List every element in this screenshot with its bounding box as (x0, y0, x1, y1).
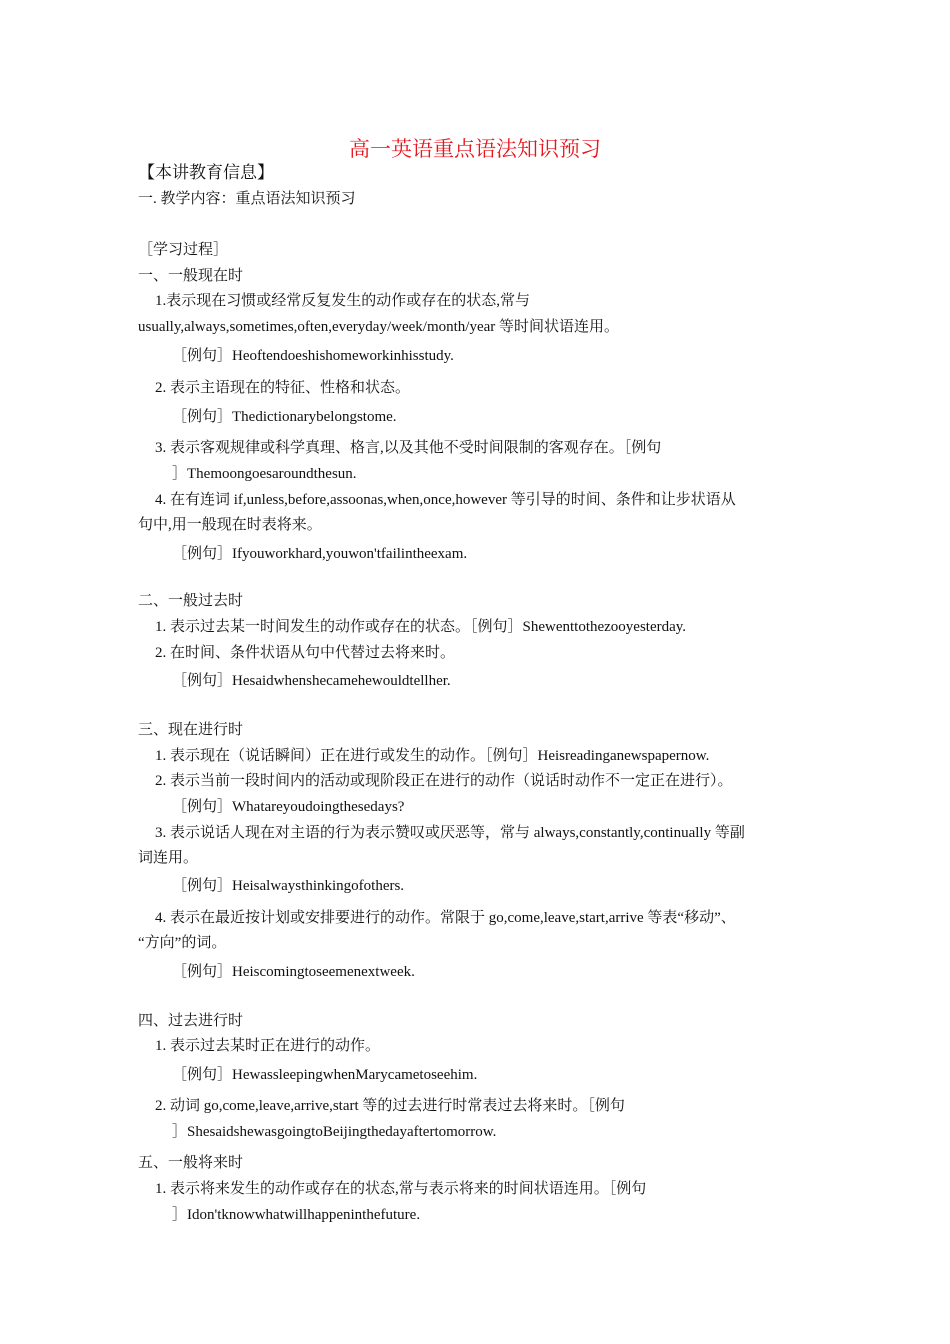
list-item: 4. 在有连词 if,unless,before,assoonas,when,once,however 等引导的时间、条件和让步状语从 (155, 492, 736, 508)
list-item: 2. 表示当前一段时间内的活动或现阶段正在进行的动作（说话时动作不一定正在进行）。 (155, 773, 733, 789)
list-item: ］ShesaidshewasgoingtoBeijingthedayaftertomorrow. (172, 1124, 497, 1140)
list-item: 1. 表示将来发生的动作或存在的状态,常与表示将来的时间状语连用。［例句 (155, 1181, 647, 1197)
list-item: ］Idon'tknowwhatwillhappeninthefuture. (172, 1207, 421, 1223)
section-heading: 三、现在进行时 (138, 722, 244, 738)
list-item: 2. 动词 go,come,leave,arrive,start 等的过去进行时常表过去将来时。［例句 (155, 1098, 625, 1114)
list-item: 1. 表示过去某一时间发生的动作或存在的状态。［例句］Shewenttothezooyesterday. (155, 619, 687, 635)
info-header: 【本讲教育信息】 (138, 163, 274, 182)
list-item: 1. 表示过去某时正在进行的动作。 (155, 1038, 381, 1054)
list-item: usually,always,sometimes,often,everyday/week/month/year 等时间状语连用。 (138, 319, 620, 335)
list-item: 1.表示现在习惯或经常反复发生的动作或存在的状态,常与 (155, 293, 531, 309)
list-item: ］Themoongoesaroundthesun. (172, 466, 357, 482)
example-sentence: ［例句］Heoftendoeshishomeworkinhisstudy. (172, 348, 454, 364)
section-heading: 二、一般过去时 (138, 593, 244, 609)
list-item: 2. 在时间、条件状语从句中代替过去将来时。 (155, 645, 456, 661)
teaching-content: 一. 教学内容：重点语法知识预习 (138, 191, 356, 207)
example-sentence: ［例句］Thedictionarybelongstome. (172, 409, 397, 425)
list-item: 词连用。 (138, 850, 199, 866)
example-sentence: ［例句］Hesaidwhenshecamehewouldtellher. (172, 673, 451, 689)
section-heading: 四、过去进行时 (138, 1013, 244, 1029)
list-item: 3. 表示客观规律或科学真理、格言,以及其他不受时间限制的客观存在。［例句 (155, 440, 662, 456)
example-sentence: ［例句］HewassleepingwhenMarycametoseehim. (172, 1067, 478, 1083)
example-sentence: ［例句］Heisalwaysthinkingofothers. (172, 878, 405, 894)
example-sentence: ［例句］Heiscomingtoseemenextweek. (172, 964, 415, 980)
list-item: 4. 表示在最近按计划或安排要进行的动作。常限于 go,come,leave,start,arrive 等表“移动”、 (155, 910, 736, 926)
example-sentence: ［例句］Ifyouworkhard,youwon'tfailintheexam. (172, 546, 468, 562)
page-title: 高一英语重点语法知识预习 (349, 137, 601, 161)
list-item: 2. 表示主语现在的特征、性格和状态。 (155, 380, 411, 396)
section-heading: 一、一般现在时 (138, 268, 244, 284)
section-heading: 五、一般将来时 (138, 1155, 244, 1171)
list-item: “方向”的词。 (138, 935, 227, 951)
process-header: ［学习过程］ (138, 242, 229, 258)
list-item: 句中,用一般现在时表将来。 (138, 517, 322, 533)
list-item: 1. 表示现在（说话瞬间）正在进行或发生的动作。［例句］Heisreadinganewspapernow. (155, 748, 710, 764)
list-item: 3. 表示说话人现在对主语的行为表示赞叹或厌恶等，常与 always,constantly,continually 等副 (155, 825, 745, 841)
example-sentence: ［例句］Whatareyoudoingthesedays? (172, 799, 405, 815)
